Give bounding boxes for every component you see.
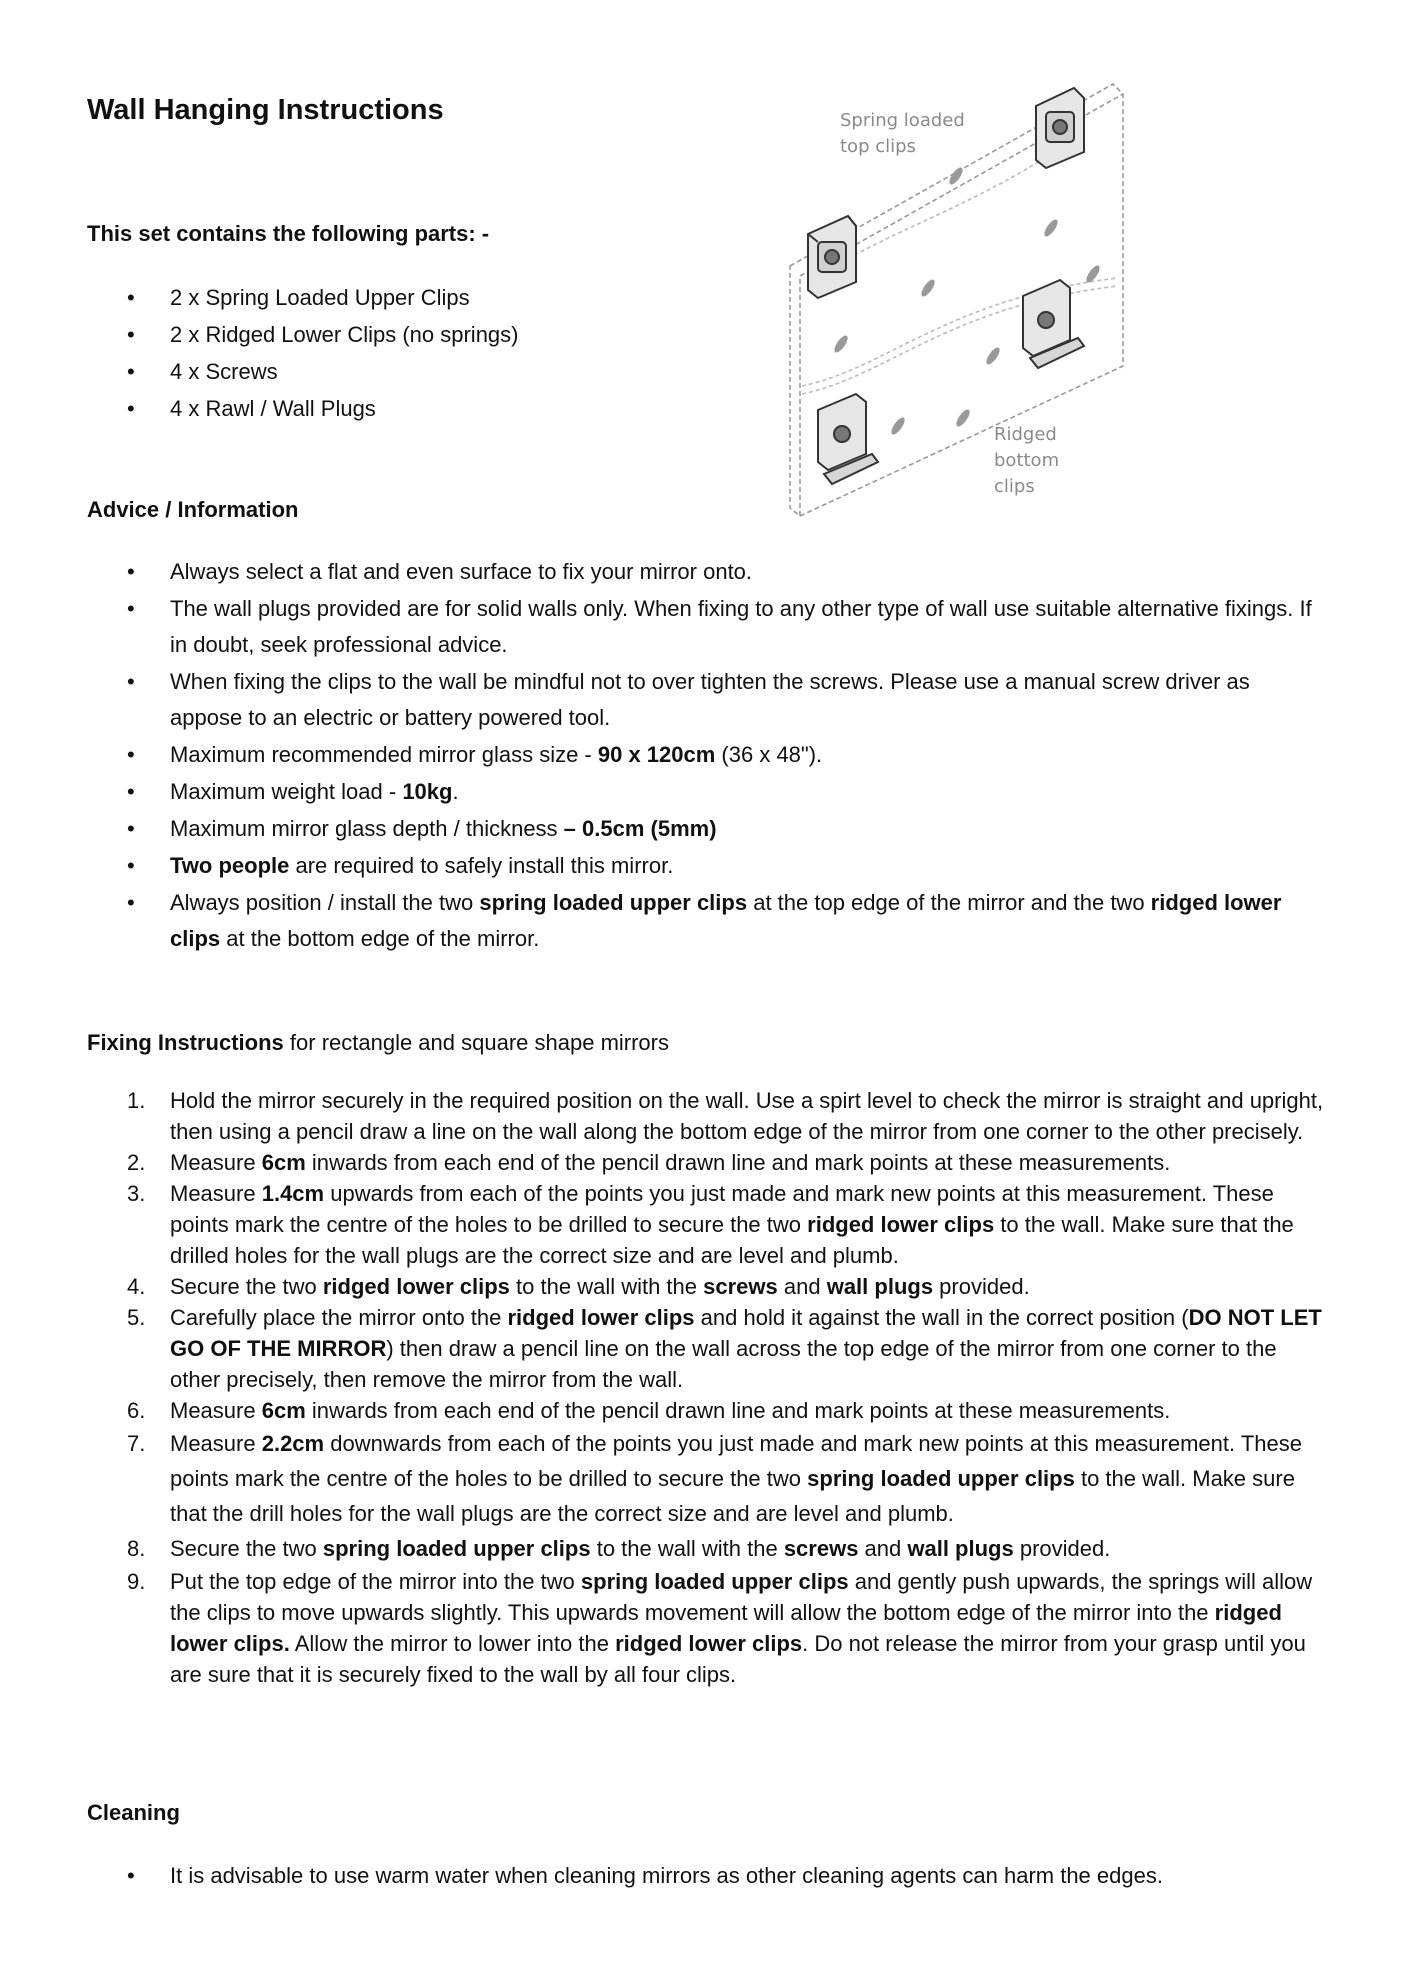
cleaning-heading: Cleaning [87, 1800, 180, 1825]
fixing-steps [87, 1085, 1327, 1690]
list-item: • When fixing the clips to the wall be mindful not to over tighten the screws. Please use a manual screw driver as appose to an electric or battery powered tool. [87, 664, 1327, 736]
step-item: 8. Secure the two spring loaded upper clips to the wall with the screws and wall plugs provided. [127, 1536, 1111, 1561]
label-ridged: Ridged [994, 424, 1057, 445]
step-item: 3. Measure 1.4cm upwards from each of the points you just made and mark new points at this measurement. These points mark the centre of the holes to be drilled to secure the two ridged lower clips to the wall. Make sure that the drilled holes for the wall plugs are the correct size and are level and plumb. [127, 1181, 1294, 1268]
list-item: • Maximum weight load - 10kg. [87, 774, 1327, 810]
list-item: • Two people are required to safely install this mirror. [87, 848, 1327, 884]
label-clips: clips [994, 476, 1035, 497]
step-item: 1. Hold the mirror securely in the required position on the wall. Use a spirt level to check the mirror is straight and upright, then using a pencil draw a line on the wall along the bottom edge of the mirror from one corner to the other precisely. [127, 1088, 1324, 1144]
ridged-clip-bottom-left [818, 394, 878, 484]
list-item: • The wall plugs provided are for solid walls only. When fixing to any other type of wall use suitable alternative fixings. If in doubt, seek professional advice. [87, 591, 1327, 663]
cleaning-list [87, 1858, 1347, 1894]
ridged-clip-bottom-right [1023, 280, 1084, 368]
label-bottom: bottom [994, 450, 1060, 471]
step-item: 2. Measure 6cm inwards from each end of the pencil drawn line and mark points at these measurements. [127, 1150, 1171, 1175]
mirror-clips-diagram [778, 76, 1128, 526]
label-spring-loaded: Spring loaded [840, 110, 965, 131]
parts-list [87, 279, 687, 427]
step-item: 5. Carefully place the mirror onto the ridged lower clips and hold it against the wall in the correct position (DO NOT LET GO OF THE MIRROR) then draw a pencil line on the wall across the top edge of the mirror from one corner to the other precisely, then remove the mirror from the wall. [127, 1305, 1322, 1392]
list-item: • Maximum mirror glass depth / thickness – 0.5cm (5mm) [87, 811, 1327, 847]
list-item: • 2 x Spring Loaded Upper Clips [87, 279, 687, 316]
step-item: 9. Put the top edge of the mirror into the two spring loaded upper clips and gently push upwards, the springs will allow the clips to move upwards slightly. This upwards movement will allow the bottom edge of the mirror into the ridged lower clips. Allow the mirror to lower into the ridged lower clips. Do not release the mirror from your grasp until you are sure that it is securely fixed to the wall by all four clips. [127, 1569, 1313, 1687]
fixing-heading: Fixing Instructions for rectangle and square shape mirrors [87, 1030, 669, 1055]
spring-clip-top-right [1036, 88, 1084, 168]
step-item: 7. Measure 2.2cm downwards from each of the points you just made and mark new points at this measurement. These points mark the centre of the holes to be drilled to secure the two spring loaded upper clips to the wall. Make sure that the drill holes for the wall plugs are the correct size and are level and plumb. [127, 1431, 1302, 1526]
parts-heading: This set contains the following parts: - [87, 221, 490, 246]
list-item: • Always position / install the two spring loaded upper clips at the top edge of the mirror and the two ridged lower clips at the bottom edge of the mirror. [87, 885, 1327, 957]
list-item: • 4 x Rawl / Wall Plugs [87, 390, 687, 427]
step-item: 6. Measure 6cm inwards from each end of the pencil drawn line and mark points at these measurements. [127, 1398, 1171, 1423]
advice-heading: Advice / Information [87, 497, 299, 522]
list-item: • It is advisable to use warm water when cleaning mirrors as other cleaning agents can harm the edges. [87, 1858, 1347, 1894]
list-item: • 2 x Ridged Lower Clips (no springs) [87, 316, 687, 353]
label-top-clips: top clips [840, 136, 916, 157]
list-item: • 4 x Screws [87, 353, 687, 390]
spring-clip-top-left [808, 216, 856, 298]
step-item: 4. Secure the two ridged lower clips to the wall with the screws and wall plugs provided. [127, 1274, 1030, 1299]
list-item: • Maximum recommended mirror glass size - 90 x 120cm (36 x 48"). [87, 737, 1327, 773]
page-title: Wall Hanging Instructions [87, 94, 444, 126]
list-item: • Always select a flat and even surface to fix your mirror onto. [87, 554, 1327, 590]
advice-list [87, 554, 1327, 958]
